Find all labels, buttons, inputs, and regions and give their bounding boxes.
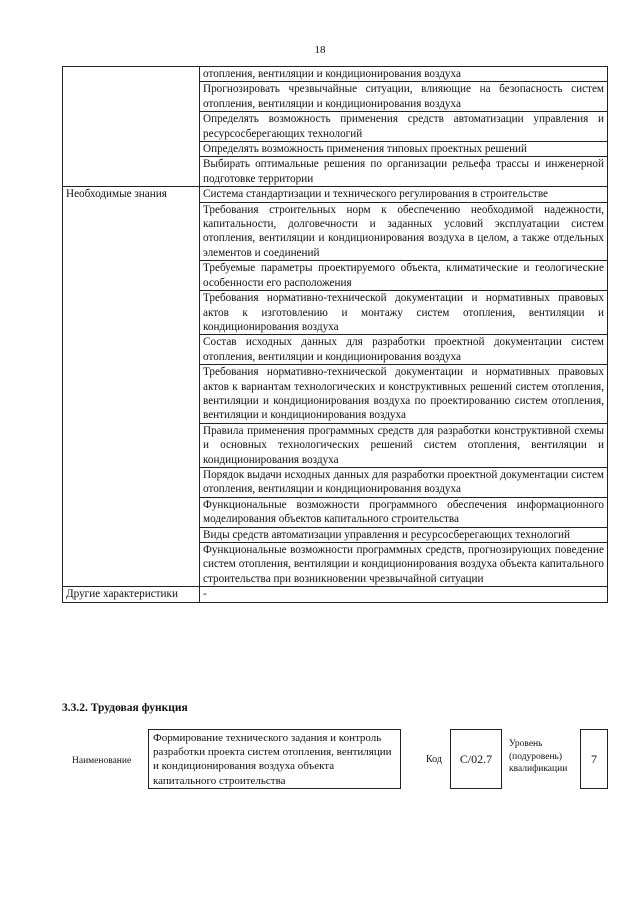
row-item-cell: Выбирать оптимальные решения по организации рельефа трассы и инженерной подготовке территории bbox=[200, 157, 608, 187]
row-item-cell: Определять возможность применения типовых проектных решений bbox=[200, 142, 608, 157]
requirements-table-body bbox=[63, 67, 608, 603]
row-item-cell: отопления, вентиляции и кондиционирования воздуха bbox=[200, 67, 608, 82]
qualification-level-box: 7 bbox=[580, 729, 608, 789]
row-item-cell: Порядок выдачи исходных данных для разработки проектной документации систем отопления, вентиляции и кондиционирования воздуха bbox=[200, 467, 608, 497]
row-label-cell: Необходимые знания bbox=[63, 187, 200, 587]
function-code-label: Код bbox=[426, 754, 442, 765]
row-item-cell: Правила применения программных средств для разработки конструктивной схемы и основных технологических решений систем отопления, вентиляции и кондиционирования воздуха bbox=[200, 423, 608, 467]
row-item-cell: Функциональные возможности программного обеспечения информационного моделирования объектов капитального строительства bbox=[200, 497, 608, 527]
row-label-cell: Другие характеристики bbox=[63, 587, 200, 602]
row-item-cell: Состав исходных данных для разработки проектной документации систем отопления, вентиляции и кондиционирования воздуха bbox=[200, 335, 608, 365]
function-name-box: Формирование технического задания и контроль разработки проекта систем отопления, вентиляции и кондиционирования воздуха объекта капитального строительства bbox=[148, 729, 401, 789]
row-item-cell: Прогнозировать чрезвычайные ситуации, влияющие на безопасность систем отопления, вентиляции и кондиционирования воздуха bbox=[200, 82, 608, 112]
row-label-cell bbox=[63, 67, 200, 187]
requirements-table bbox=[62, 66, 608, 603]
page-number: 18 bbox=[314, 44, 326, 56]
row-item-cell: Виды средств автоматизации управления и ресурсосберегающих технологий bbox=[200, 527, 608, 542]
row-item-cell: Определять возможность применения средств автоматизации управления и ресурсосберегающих технологий bbox=[200, 112, 608, 142]
row-item-cell: Требуемые параметры проектируемого объекта, климатические и геологические особенности его расположения bbox=[200, 261, 608, 291]
section-heading: 3.3.2. Трудовая функция bbox=[62, 702, 188, 714]
row-item-cell: Система стандартизации и технического регулирования в строительстве bbox=[200, 187, 608, 202]
function-code-box: C/02.7 bbox=[450, 729, 502, 789]
table-row bbox=[63, 67, 608, 82]
row-item-cell: - bbox=[200, 587, 608, 602]
row-item-cell: Требования нормативно-технической документации и нормативных правовых актов к изготовлению и монтажу систем отопления, вентиляции и кондиционирования воздуха bbox=[200, 291, 608, 335]
row-item-cell: Функциональные возможности программных средств, прогнозирующих поведение систем отопления, вентиляции и кондиционирования воздуха объекта капитального строительства при возникновении чрезвычайной ситуации bbox=[200, 543, 608, 587]
function-name-label: Наименование bbox=[72, 756, 132, 766]
table-row bbox=[63, 187, 608, 202]
row-item-cell: Требования нормативно-технической документации и нормативных правовых актов к вариантам технологических и конструктивных решений систем отопления, вентиляции и кондиционирования воздуха по проектированию систем отопления, вентиляции и кондиционирования воздуха bbox=[200, 365, 608, 424]
row-item-cell: Требования строительных норм к обеспечению необходимой надежности, капитальности, долговечности и заданных условий эксплуатации систем отопления, вентиляции и кондиционирования воздуха в целом, а также отдельных элементов и соединений bbox=[200, 202, 608, 261]
qualification-level-label: Уровень (подуровень) квалификации bbox=[509, 739, 568, 775]
table-row bbox=[63, 587, 608, 602]
